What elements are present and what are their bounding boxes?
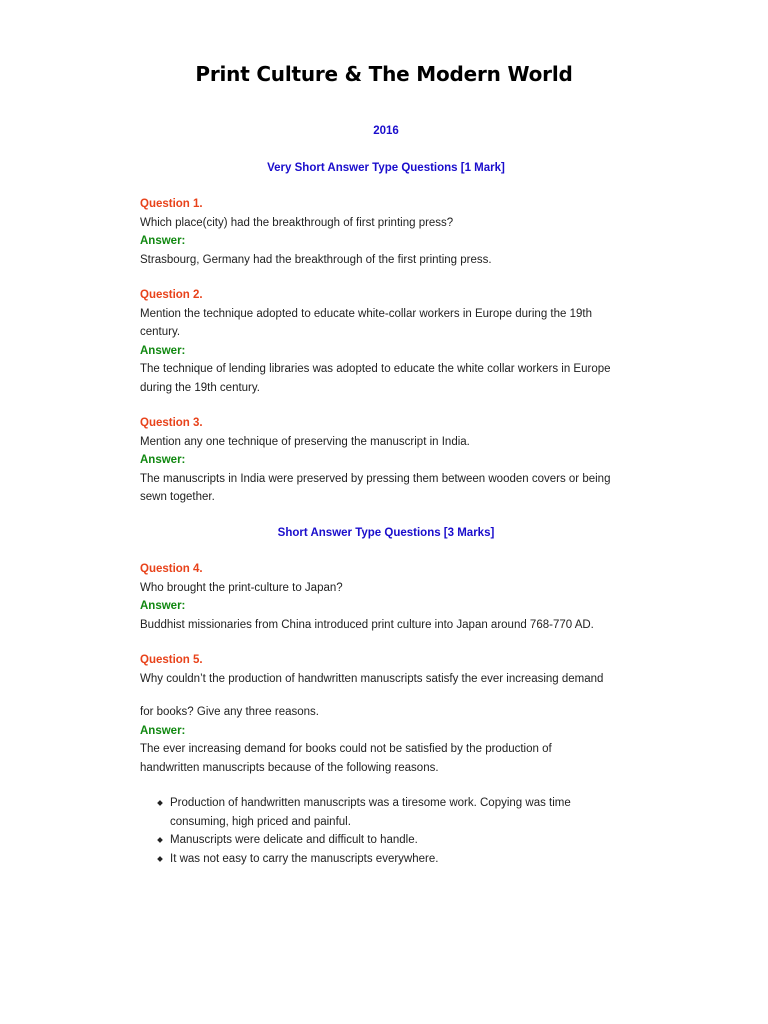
question-block-1 [140, 195, 640, 269]
list-item [158, 850, 618, 869]
question-block-2 [140, 286, 660, 397]
answer-text: Buddhist missionaries from China introduced print culture into Japan around 768-770 AD. [140, 618, 594, 631]
question-text-line-2: century. [140, 326, 181, 338]
question-label: Question 3. [140, 417, 203, 429]
list-item [158, 831, 618, 850]
question-label: Question 4. [140, 563, 203, 575]
question-block-5 [140, 651, 660, 688]
section-heading-very-short: Very Short Answer Type Questions [1 Mark] [267, 162, 505, 174]
answer-text-line-1: The ever increasing demand for books could not be satisfied by the production of [140, 743, 552, 755]
page-title: Print Culture & The Modern World [195, 62, 573, 86]
answer-label: Answer: [140, 344, 186, 357]
question-5-continued [140, 703, 660, 777]
year-heading: 2016 [373, 125, 399, 137]
bullet-icon [157, 800, 163, 806]
answer-text: Strasbourg, Germany had the breakthrough of the first printing press. [140, 253, 492, 266]
list-item-line-1: It was not easy to carry the manuscripts everywhere. [170, 852, 439, 865]
answer-text-line-2: handwritten manuscripts because of the following reasons. [140, 761, 439, 774]
question-text: Which place(city) had the breakthrough of first printing press? [140, 216, 454, 229]
question-block-3 [140, 414, 660, 507]
list-item-line-1: Production of handwritten manuscripts was a tiresome work. Copying was time [170, 797, 571, 809]
answer-label: Answer: [140, 235, 186, 247]
question-block-4 [140, 560, 660, 634]
reasons-list [158, 794, 618, 868]
question-label: Question 5. [140, 654, 203, 666]
question-text: Who brought the print-culture to Japan? [140, 581, 343, 594]
answer-label: Answer: [140, 600, 186, 612]
list-item-line-1: Manuscripts were delicate and difficult to handle. [170, 834, 418, 846]
answer-text-line-2: sewn together. [140, 491, 215, 503]
list-item [158, 794, 618, 831]
bullet-icon [157, 837, 163, 843]
question-text-line-1: Why couldn’t the production of handwritten manuscripts satisfy the ever increasing demand [140, 672, 604, 685]
question-label: Question 2. [140, 289, 203, 301]
answer-text-line-2: during the 19th century. [140, 381, 260, 394]
bullet-icon [157, 856, 163, 862]
question-label: Question 1. [140, 198, 203, 210]
list-item-line-2: consuming, high priced and painful. [170, 815, 351, 828]
question-text: Mention any one technique of preserving the manuscript in India. [140, 435, 470, 448]
question-text-line-1: Mention the technique adopted to educate white-collar workers in Europe during the 19th [140, 307, 592, 320]
answer-text-line-1: The technique of lending libraries was adopted to educate the white collar workers in Europe [140, 363, 611, 375]
answer-text-line-1: The manuscripts in India were preserved by pressing them between wooden covers or being [140, 472, 611, 485]
answer-label: Answer: [140, 454, 186, 466]
section-heading-short: Short Answer Type Questions [3 Marks] [277, 527, 495, 539]
answer-label: Answer: [140, 724, 186, 737]
question-text-line-2: for books? Give any three reasons. [140, 706, 319, 718]
